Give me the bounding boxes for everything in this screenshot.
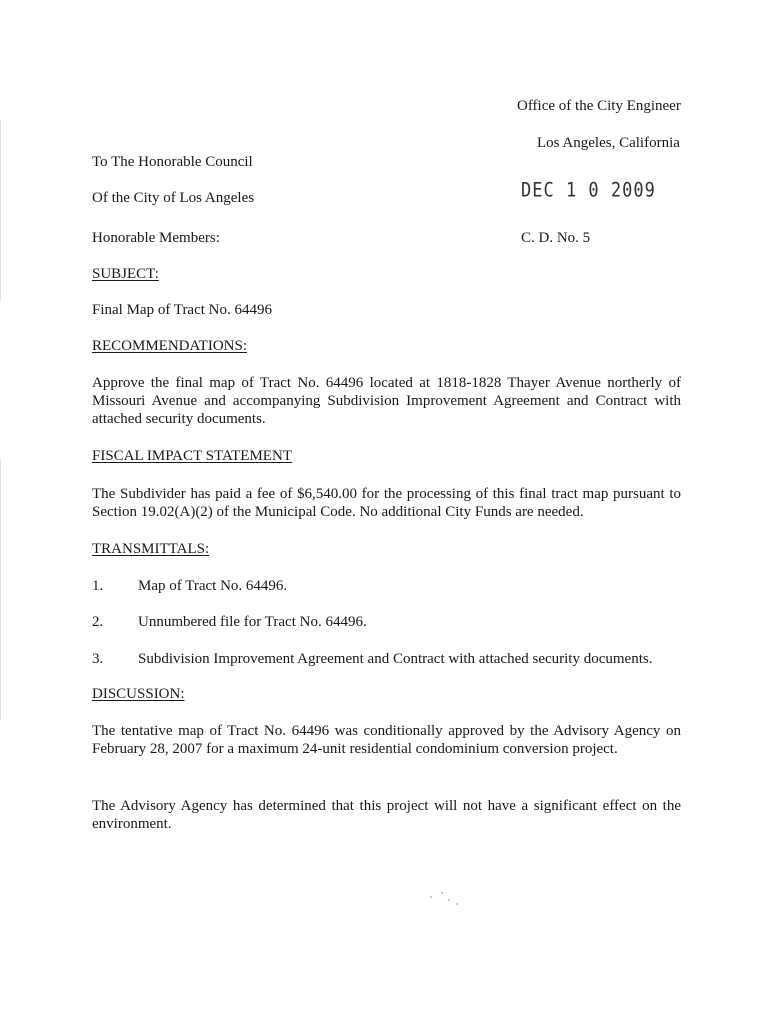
salutation: Honorable Members: [92, 230, 220, 246]
scan-speck [441, 892, 443, 894]
transmittal-item: Unnumbered file for Tract No. 64496. [138, 614, 367, 630]
transmittals-heading: TRANSMITTALS: [92, 541, 210, 557]
discussion-paragraph-2: The Advisory Agency has determined that this project will not have a significant effect on the environment. [92, 798, 681, 832]
transmittal-item: Map of Tract No. 64496. [138, 578, 288, 594]
subject-heading: SUBJECT: [92, 266, 159, 282]
council-district: C. D. No. 5 [521, 230, 591, 246]
office-location: Los Angeles, California [537, 135, 680, 151]
scan-edge-mark [0, 460, 1, 720]
office-name: Office of the City Engineer [517, 98, 681, 114]
transmittal-number: 1. [92, 578, 104, 594]
scan-speck [430, 896, 432, 898]
transmittal-number: 3. [92, 651, 104, 667]
transmittal-number: 2. [92, 614, 104, 630]
fiscal-text: The Subdivider has paid a fee of $6,540.00 for the processing of this final tract map pursuant to Section 19.02(A)(2) of the Municipal Code. No additional City Funds are needed. [92, 486, 681, 520]
subject-text: Final Map of Tract No. 64496 [92, 302, 272, 318]
transmittal-item: Subdivision Improvement Agreement and Contract with attached security documents. [138, 651, 653, 667]
scan-speck [456, 903, 458, 905]
addressee-line-2: Of the City of Los Angeles [92, 190, 255, 206]
scan-speck [448, 899, 450, 901]
discussion-heading: DISCUSSION: [92, 686, 185, 702]
fiscal-heading: FISCAL IMPACT STATEMENT [92, 448, 292, 464]
recommendations-heading: RECOMMENDATIONS: [92, 338, 248, 354]
discussion-paragraph-1: The tentative map of Tract No. 64496 was conditionally approved by the Advisory Agency on February 28, 2007 for a maximum 24-unit residential condominium conversion project. [92, 723, 681, 757]
recommendations-text: Approve the final map of Tract No. 64496 located at 1818-1828 Thayer Avenue northerly of Missouri Avenue and accompanying Subdivision Improvement Agreement and Contract with attached security documents. [92, 375, 681, 427]
scan-edge-mark [0, 120, 1, 300]
date-stamp: DEC 1 0 2009 [521, 179, 656, 202]
addressee-line-1: To The Honorable Council [92, 154, 253, 170]
